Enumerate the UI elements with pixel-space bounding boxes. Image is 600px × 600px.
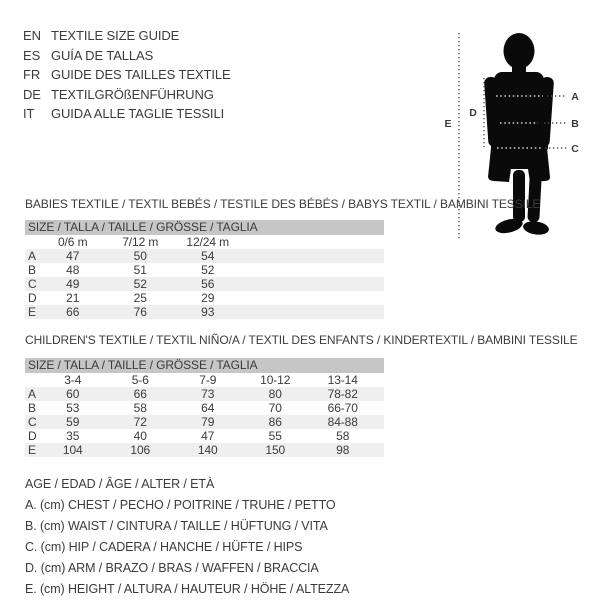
children-size-table (25, 358, 384, 457)
language-row (23, 85, 231, 105)
row-values (39, 291, 384, 305)
measure-label-a: A (571, 91, 579, 103)
table-row (25, 387, 384, 401)
table-cell: 150 (265, 443, 286, 457)
language-title: TEXTILGRÖßENFÜHRUNG (51, 86, 214, 102)
table-row (25, 401, 384, 415)
table-cell: 48 (66, 263, 80, 277)
measurement-legend (25, 474, 349, 600)
language-code: DE (23, 86, 41, 102)
measure-label-c: C (571, 143, 579, 155)
table-cell: 35 (66, 429, 80, 443)
table-cell: 55 (268, 429, 282, 443)
row-label: D (28, 429, 37, 443)
legend-item: B. (cm) WAIST / CINTURA / TAILLE / HÜFTUNG / VITA (25, 519, 328, 533)
column-headers (39, 235, 384, 249)
table-cell: 52 (201, 263, 215, 277)
table-cell: 104 (62, 443, 83, 457)
language-code: ES (23, 47, 41, 63)
table-cell: 86 (268, 415, 282, 429)
table-cell: 66 (66, 305, 80, 319)
column-header: 12/24 m (186, 235, 230, 249)
row-label: E (28, 305, 36, 319)
row-values (39, 305, 384, 319)
table-cell: 49 (66, 277, 80, 291)
column-header: 0/6 m (57, 235, 88, 249)
table-cell: 72 (133, 415, 147, 429)
legend-item: E. (cm) HEIGHT / ALTURA / HAUTEUR / HÖHE / ALTEZZA (25, 582, 350, 596)
table-cell: 58 (336, 429, 350, 443)
table-cell: 66-70 (327, 401, 358, 415)
legend-item: D. (cm) ARM / BRAZO / BRAS / WAFFEN / BRACCIA (25, 561, 319, 575)
column-header-row (25, 373, 384, 387)
table-cell: 58 (133, 401, 147, 415)
language-title: GUIDE DES TAILLES TEXTILE (51, 67, 231, 82)
measure-label-d: D (469, 107, 477, 119)
row-values (39, 249, 384, 263)
language-code: FR (23, 67, 41, 82)
row-values (39, 401, 384, 415)
row-label: A (28, 387, 36, 401)
column-spacer (25, 235, 39, 249)
table-row (25, 291, 384, 305)
table-row (25, 443, 384, 457)
row-label: C (28, 277, 37, 291)
table-row (25, 249, 384, 263)
table-cell: 76 (133, 305, 147, 319)
table-cell: 73 (201, 387, 215, 401)
table-row (25, 305, 384, 319)
table-cell: 47 (66, 249, 80, 263)
size-measurement-figure (430, 20, 600, 245)
row-label: A (28, 249, 36, 263)
table-cell: 70 (268, 401, 282, 415)
language-code: IT (23, 106, 35, 121)
legend-item: A. (cm) CHEST / PECHO / POITRINE / TRUHE / PETTO (25, 498, 336, 512)
row-values (39, 429, 384, 443)
measure-label-b: B (571, 118, 579, 130)
row-values (39, 263, 384, 277)
table-row (25, 263, 384, 277)
row-label: C (28, 415, 37, 429)
table-cell: 47 (201, 429, 215, 443)
table-cell: 78-82 (327, 387, 358, 401)
table-cell: 56 (201, 277, 215, 291)
table-cell: 64 (201, 401, 215, 415)
column-header: 5-6 (131, 373, 149, 387)
language-title: TEXTILE SIZE GUIDE (51, 28, 180, 43)
column-header: 7-9 (199, 373, 217, 387)
table-cell: 80 (268, 387, 282, 401)
table-cell: 140 (197, 443, 218, 457)
table-cell: 52 (133, 277, 147, 291)
table-header-bar: SIZE / TALLA / TAILLE / GRÖSSE / TAGLIA (25, 220, 384, 235)
row-values (39, 387, 384, 401)
babies-size-table (25, 220, 384, 319)
table-cell: 98 (336, 443, 350, 457)
column-header: 10-12 (260, 373, 291, 387)
table-cell: 25 (133, 291, 147, 305)
language-row (23, 46, 231, 66)
language-list (23, 26, 231, 124)
column-header-row (25, 235, 384, 249)
row-values (39, 415, 384, 429)
babies-table-body (25, 249, 384, 319)
column-header: 3-4 (64, 373, 82, 387)
row-values (39, 277, 384, 291)
row-label: B (28, 401, 36, 415)
table-cell: 51 (133, 263, 147, 277)
column-header: 13-14 (327, 373, 358, 387)
column-header: 7/12 m (122, 235, 159, 249)
age-legend-line: AGE / EDAD / ÂGE / ALTER / ETÀ (25, 477, 215, 491)
children-table-body (25, 387, 384, 457)
row-values (39, 443, 384, 457)
table-cell: 84-88 (327, 415, 358, 429)
table-cell: 50 (133, 249, 147, 263)
table-cell: 93 (201, 305, 215, 319)
legend-item: C. (cm) HIP / CADERA / HANCHE / HÜFTE / HIPS (25, 540, 303, 554)
table-cell: 66 (133, 387, 147, 401)
column-spacer (25, 373, 39, 387)
table-row (25, 415, 384, 429)
table-row (25, 277, 384, 291)
table-header-bar: SIZE / TALLA / TAILLE / GRÖSSE / TAGLIA (25, 358, 384, 373)
language-row (23, 26, 231, 46)
table-cell: 40 (133, 429, 147, 443)
language-title: GUÍA DE TALLAS (51, 47, 154, 63)
language-code: EN (23, 28, 41, 43)
language-row (23, 104, 231, 124)
table-cell: 79 (201, 415, 215, 429)
measure-label-e: E (444, 118, 452, 130)
table-cell: 54 (201, 249, 215, 263)
table-cell: 21 (66, 291, 80, 305)
legend-items (25, 495, 349, 600)
row-label: E (28, 443, 36, 457)
children-table-title: CHILDREN'S TEXTILE / TEXTIL NIÑO/A / TEXTIL DES ENFANTS / KINDERTEXTIL / BAMBINI TESSILE (25, 333, 578, 347)
table-cell: 53 (66, 401, 80, 415)
babies-table-title: BABIES TEXTILE / TEXTIL BEBÉS / TESTILE DES BÉBÉS / BABYS TEXTIL / BAMBINI TESSILE (25, 197, 541, 211)
language-title: GUIDA ALLE TAGLIE TESSILI (51, 106, 225, 121)
table-cell: 29 (201, 291, 215, 305)
table-cell: 59 (66, 415, 80, 429)
table-cell: 106 (130, 443, 151, 457)
column-headers (39, 373, 384, 387)
row-label: D (28, 291, 37, 305)
table-row (25, 429, 384, 443)
table-cell: 60 (66, 387, 80, 401)
row-label: B (28, 263, 36, 277)
language-row (23, 65, 231, 85)
